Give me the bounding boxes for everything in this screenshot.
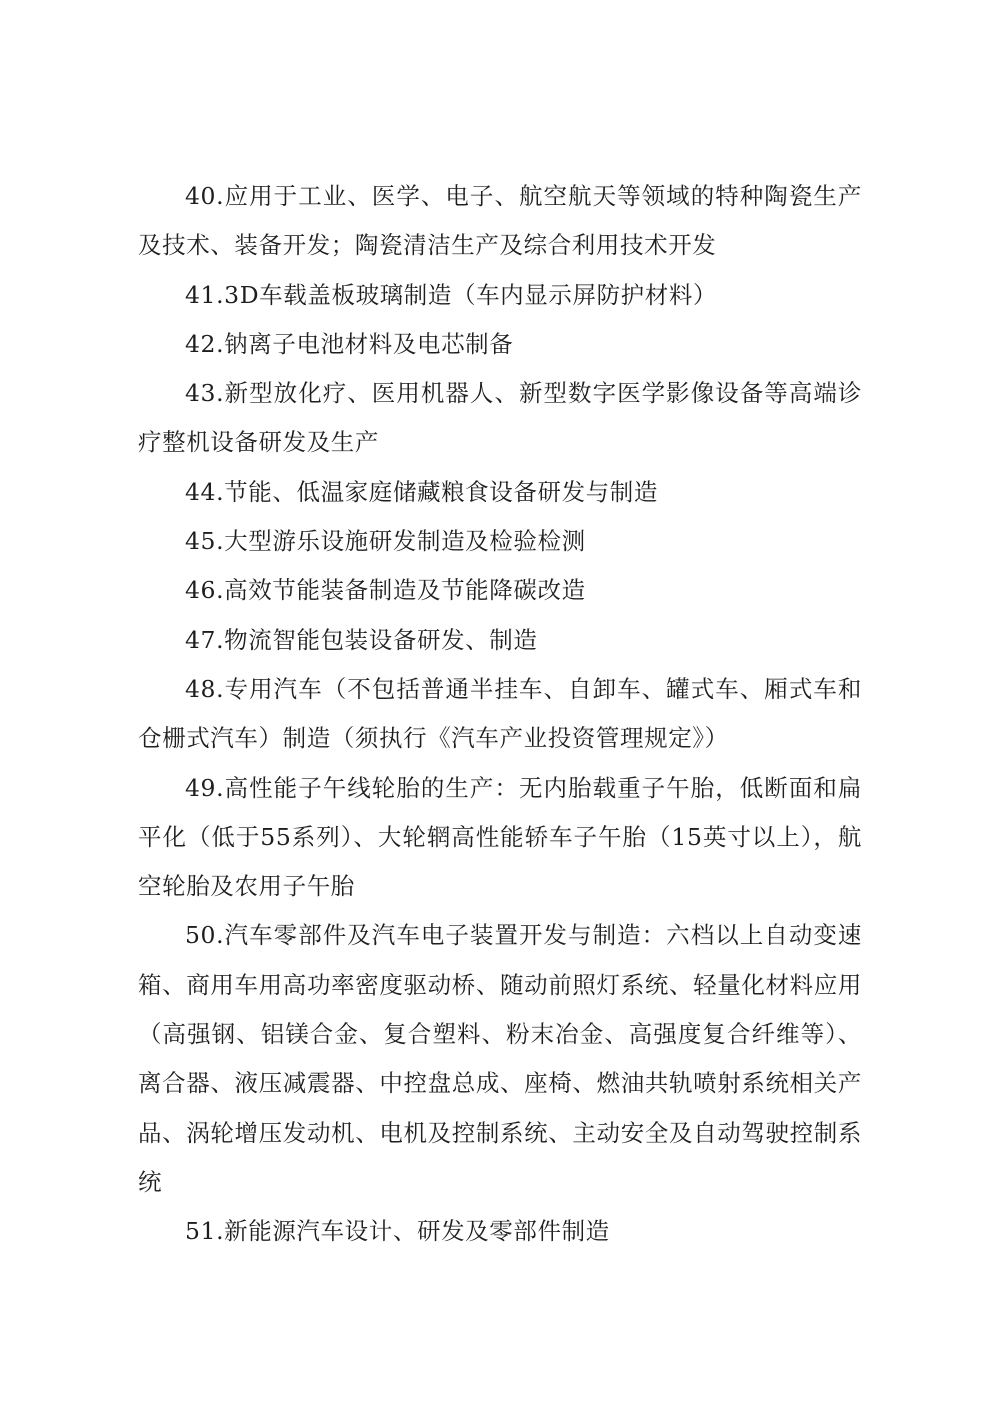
list-item-50: 50.汽车零部件及汽车电子装置开发与制造：六档以上自动变速箱、商用车用高功率密度驱动桥、随动前照灯系统、轻量化材料应用（高强钢、铝镁合金、复合塑料、粉末冶金、高强度复合纤维等）、离合器、液压减震器、中控盘总成、座椅、燃油共轨喷射系统相关产品、涡轮增压发动机、电机及控制系统、主动安全及自动驾驶控制系统 [138, 921, 862, 1196]
list-item-40: 40.应用于工业、医学、电子、航空航天等领域的特种陶瓷生产及技术、装备开发；陶瓷清洁生产及综合利用技术开发 [138, 182, 862, 260]
list-item-49: 49.高性能子午线轮胎的生产：无内胎载重子午胎，低断面和扁平化（低于55系列）、大轮辋高性能轿车子午胎（15英寸以上），航空轮胎及农用子午胎 [138, 773, 862, 901]
list-item-48: 48.专用汽车（不包括普通半挂车、自卸车、罐式车、厢式车和仓栅式汽车）制造（须执行《汽车产业投资管理规定》） [138, 674, 862, 753]
list-item-42: 42.钠离子电池材料及电芯制备 [185, 329, 514, 358]
list-item-43: 43.新型放化疗、医用机器人、新型数字医学影像设备等高端诊疗整机设备研发及生产 [138, 379, 862, 457]
list-item-47: 47.物流智能包装设备研发、制造 [185, 625, 538, 654]
document-body [138, 172, 862, 1257]
list-item-44: 44.节能、低温家庭储藏粮食设备研发与制造 [185, 477, 658, 506]
list-item-45: 45.大型游乐设施研发制造及检验检测 [185, 527, 586, 556]
list-item-41: 41.3D车载盖板玻璃制造（车内显示屏防护材料） [185, 280, 718, 309]
list-item-51: 51.新能源汽车设计、研发及零部件制造 [185, 1217, 610, 1246]
list-item-46: 46.高效节能装备制造及节能降碳改造 [185, 576, 586, 605]
